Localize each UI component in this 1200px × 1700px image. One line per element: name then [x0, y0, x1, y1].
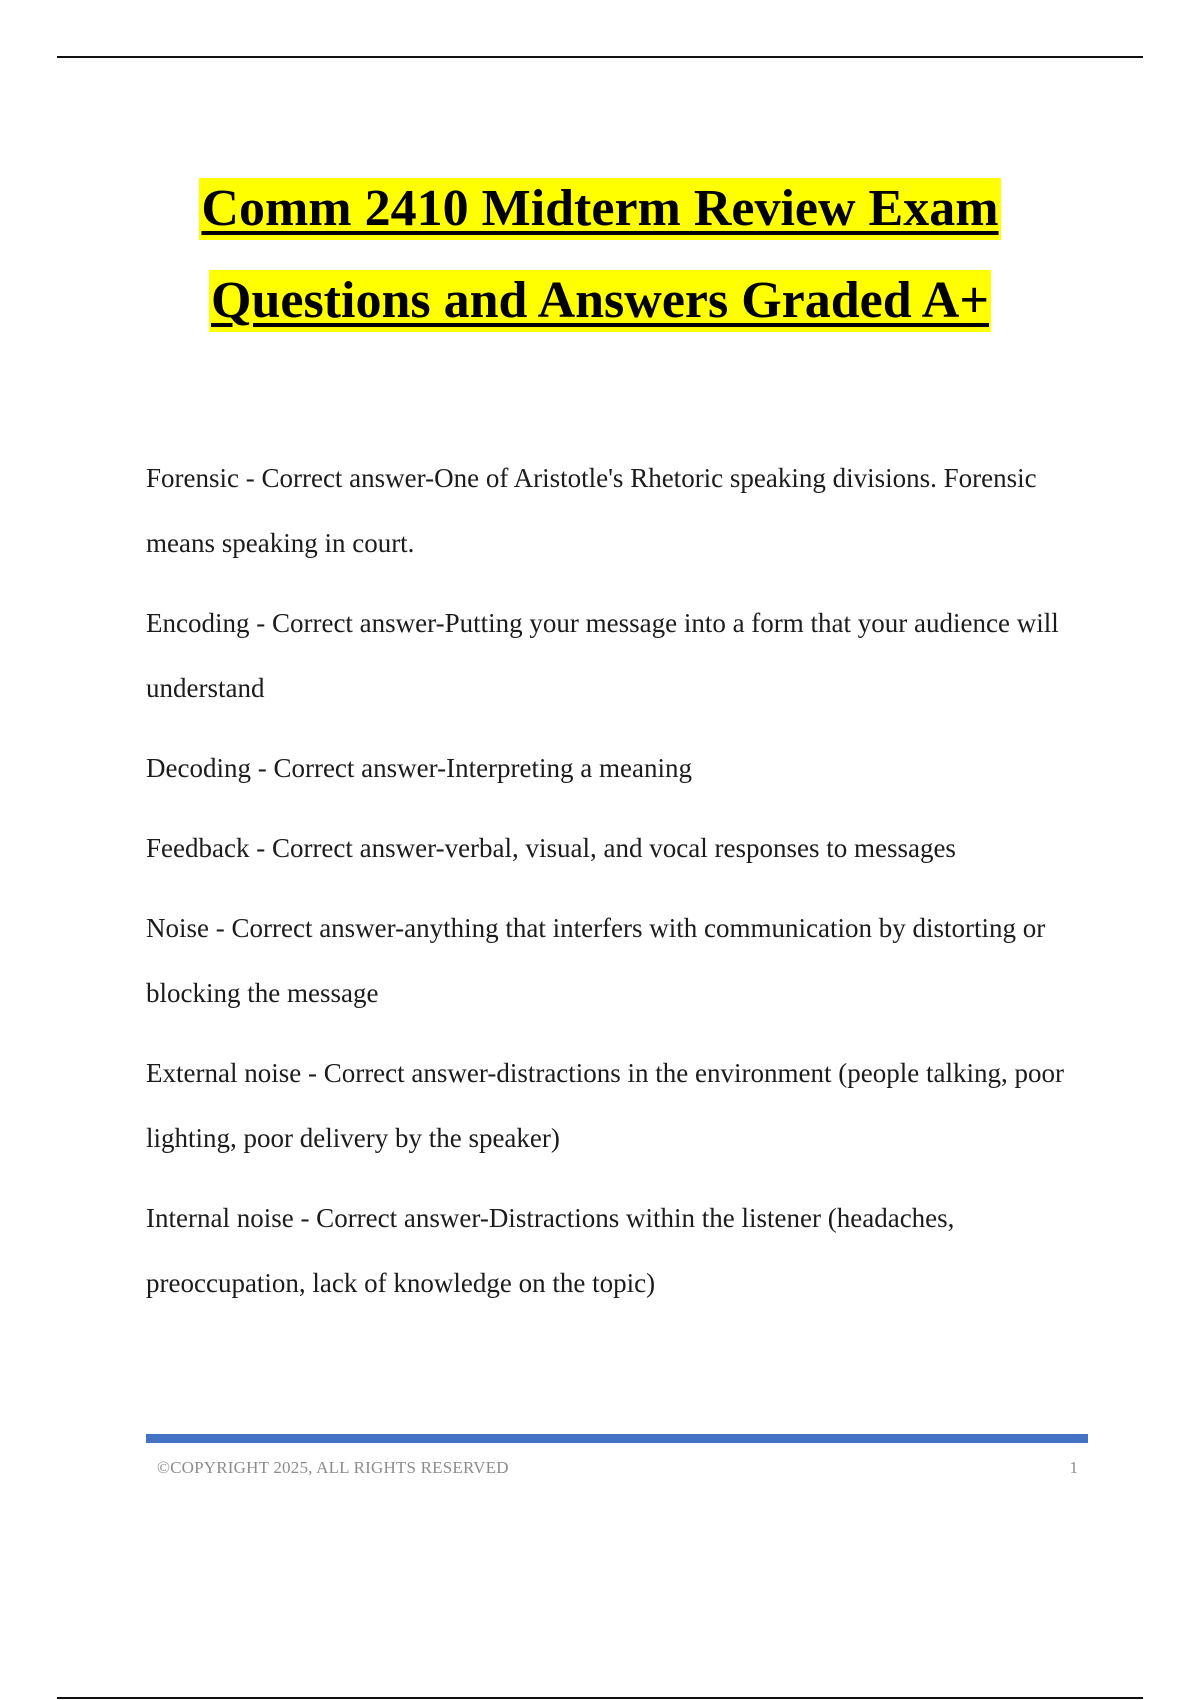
qa-list	[146, 446, 1096, 1331]
title-line-2: Questions and Answers Graded A+	[209, 270, 991, 332]
qa-item-internal-noise: Internal noise - Correct answer-Distractions within the listener (headaches, preoccupation, lack of knowledge on the topic)	[146, 1203, 955, 1298]
footer-bar	[146, 1434, 1088, 1443]
qa-item-decoding: Decoding - Correct answer-Interpreting a meaning	[146, 753, 692, 783]
title-line-1: Comm 2410 Midterm Review Exam	[199, 178, 1000, 240]
top-page-rule	[57, 56, 1143, 58]
qa-item-external-noise: External noise - Correct answer-distractions in the environment (people talking, poor lighting, poor delivery by the speaker)	[146, 1058, 1064, 1153]
qa-item-encoding: Encoding - Correct answer-Putting your message into a form that your audience will understand	[146, 608, 1059, 703]
qa-item-forensic: Forensic - Correct answer-One of Aristotle's Rhetoric speaking divisions. Forensic means speaking in court.	[146, 463, 1037, 558]
document-title	[0, 178, 1200, 332]
qa-item-noise: Noise - Correct answer-anything that interfers with communication by distorting or blocking the message	[146, 913, 1046, 1008]
bottom-page-rule	[57, 1697, 1143, 1699]
page-number: 1	[1069, 1458, 1078, 1477]
qa-item-feedback: Feedback - Correct answer-verbal, visual, and vocal responses to messages	[146, 833, 956, 863]
footer-copyright: ©COPYRIGHT 2025, ALL RIGHTS RESERVED	[157, 1458, 509, 1477]
